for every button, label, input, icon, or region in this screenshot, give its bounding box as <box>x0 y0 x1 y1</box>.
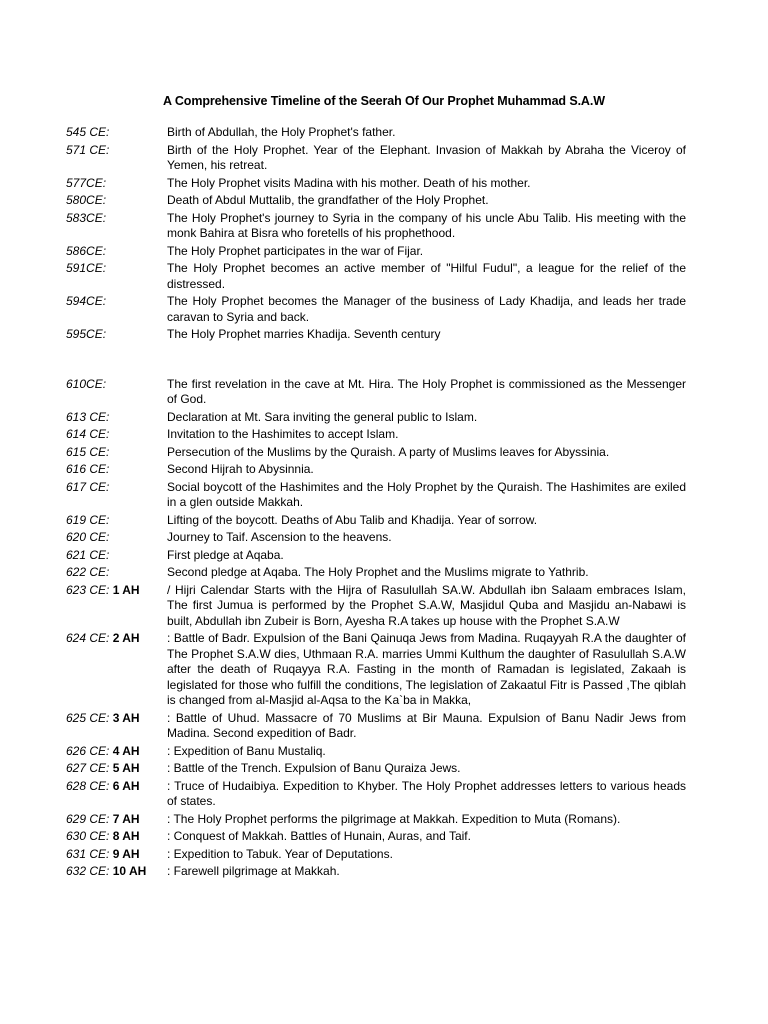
entry-description: The Holy Prophet's journey to Syria in the company of his uncle Abu Talib. His meeting with the monk Bahira at Bisra who foretells of his prophethood. <box>167 210 686 240</box>
timeline-entry <box>66 427 686 443</box>
timeline-entry <box>66 176 686 192</box>
entry-date <box>66 462 167 478</box>
entry-date <box>66 847 167 863</box>
entry-description: Birth of the Holy Prophet. Year of the Elephant. Invasion of Makkah by Abraha the Viceroy of Yemen, his retreat. <box>167 142 686 172</box>
entry-date <box>66 176 167 192</box>
timeline-entry <box>66 445 686 461</box>
entry-description: / Hijri Calendar Starts with the Hijra of Rasulullah SA.W. Abdullah ibn Salaam embraces Islam, The first Jumua is performed by the Prophet S.A.W, Masjidul Quba and Masjidu an-Nabawi is built, Abdullah ibn Zubeir is Born, Ayesha R.A takes up house with the Prophet S.A.W <box>167 582 686 628</box>
entry-description: The Holy Prophet becomes the Manager of the business of Lady Khadija, and leads her trade caravan to Syria and back. <box>167 294 686 324</box>
entry-ah-year: 3 AH <box>112 710 140 725</box>
entry-description: First pledge at Aqaba. <box>167 547 284 562</box>
entry-description: Second Hijrah to Abysinnia. <box>167 462 314 476</box>
entry-ah-year: 6 AH <box>112 778 140 793</box>
entry-date <box>66 583 167 630</box>
timeline-entry <box>66 410 686 426</box>
timeline-entry <box>66 462 686 478</box>
timeline-entry <box>66 779 686 810</box>
entry-ah-year: 10 AH <box>112 864 147 878</box>
entry-date <box>66 565 167 581</box>
entry-ce-year: 626 CE: <box>66 743 110 758</box>
entry-description: The first revelation in the cave at Mt. Hira. The Holy Prophet is commissioned as the Messenger of God. <box>167 376 686 406</box>
entry-date <box>66 410 167 426</box>
entry-ce-year: 617 CE: <box>66 479 110 494</box>
entry-description: : The Holy Prophet performs the pilgrimage at Makkah. Expedition to Muta (Romans). <box>167 811 621 826</box>
timeline-entry <box>66 631 686 709</box>
entry-ce-year: 613 CE: <box>66 409 110 424</box>
timeline-entry <box>66 513 686 529</box>
entry-ce-year: 571 CE: <box>66 142 110 157</box>
entry-ce-year: 622 CE: <box>66 565 110 579</box>
timeline-entry <box>66 143 686 174</box>
entry-date <box>66 244 167 260</box>
entry-date <box>66 377 167 408</box>
entry-description: The Holy Prophet visits Madina with his mother. Death of his mother. <box>167 175 531 190</box>
timeline-entry <box>66 530 686 546</box>
entry-ce-year: 577CE: <box>66 175 107 190</box>
document-title: A Comprehensive Timeline of the Seerah Of Our Prophet Muhammad S.A.W <box>163 94 605 108</box>
timeline-entry <box>66 812 686 828</box>
entry-ce-year: 616 CE: <box>66 462 110 476</box>
timeline-entry <box>66 711 686 742</box>
entry-ah-year: 4 AH <box>112 743 140 758</box>
entry-date <box>66 744 167 760</box>
entry-date <box>66 294 167 325</box>
timeline-entry <box>66 744 686 760</box>
entry-ce-year: 614 CE: <box>66 427 110 441</box>
entry-date <box>66 327 167 343</box>
entry-ce-year: 545 CE: <box>66 125 110 139</box>
entry-description: : Conquest of Makkah. Battles of Hunain, Auras, and Taif. <box>167 829 471 843</box>
entry-description: : Truce of Hudaibiya. Expedition to Khyber. The Holy Prophet addresses letters to various heads of states. <box>167 778 686 808</box>
entry-description: : Expedition of Banu Mustaliq. <box>167 743 326 758</box>
entry-date <box>66 513 167 529</box>
timeline-entry <box>66 211 686 242</box>
entry-description: : Expedition to Tabuk. Year of Deputations. <box>167 846 393 861</box>
timeline-entry <box>66 548 686 564</box>
timeline-entry <box>66 261 686 292</box>
entry-description: : Farewell pilgrimage at Makkah. <box>167 864 340 878</box>
entry-ce-year: 628 CE: <box>66 778 110 793</box>
timeline-list <box>66 125 686 882</box>
entry-ah-year: 2 AH <box>112 631 140 645</box>
entry-description: The Holy Prophet becomes an active member of "Hilful Fudul", a league for the relief of the distressed. <box>167 261 686 291</box>
entry-description: Declaration at Mt. Sara inviting the general public to Islam. <box>167 409 478 424</box>
entry-ce-year: 631 CE: <box>66 846 110 861</box>
timeline-entry <box>66 244 686 260</box>
entry-description: Journey to Taif. Ascension to the heavens. <box>167 530 392 544</box>
entry-ah-year: 7 AH <box>112 811 140 826</box>
entry-date <box>66 761 167 777</box>
entry-date <box>66 261 167 292</box>
entry-date <box>66 530 167 546</box>
entry-date <box>66 445 167 461</box>
entry-description: The Holy Prophet participates in the war of Fijar. <box>167 243 424 258</box>
entry-ce-year: 586CE: <box>66 243 107 258</box>
timeline-entry <box>66 761 686 777</box>
entry-ce-year: 594CE: <box>66 294 107 308</box>
timeline-entry <box>66 327 686 343</box>
entry-date <box>66 711 167 742</box>
entry-ce-year: 625 CE: <box>66 710 110 725</box>
entry-date <box>66 864 167 880</box>
entry-date <box>66 193 167 209</box>
entry-description: Death of Abdul Muttalib, the grandfather of the Holy Prophet. <box>167 193 489 207</box>
timeline-entry <box>66 583 686 630</box>
entry-date <box>66 548 167 564</box>
entry-date <box>66 125 167 141</box>
entry-ce-year: 580CE: <box>66 193 107 207</box>
timeline-entry <box>66 377 686 408</box>
timeline-entry <box>66 480 686 511</box>
entry-date <box>66 779 167 810</box>
entry-date <box>66 211 167 242</box>
entry-description: : Battle of the Trench. Expulsion of Banu Quraiza Jews. <box>167 761 461 775</box>
timeline-entry <box>66 565 686 581</box>
entry-ce-year: 624 CE: <box>66 631 110 645</box>
entry-ce-year: 630 CE: <box>66 829 110 843</box>
entry-date <box>66 829 167 845</box>
entry-date <box>66 143 167 174</box>
entry-description: Invitation to the Hashimites to accept Islam. <box>167 427 399 441</box>
entry-ah-year: 9 AH <box>112 846 140 861</box>
entry-ah-year: 8 AH <box>112 829 140 843</box>
entry-ce-year: 595CE: <box>66 327 107 341</box>
entry-description: Second pledge at Aqaba. The Holy Prophet and the Muslims migrate to Yathrib. <box>167 565 589 579</box>
timeline-entry <box>66 864 686 880</box>
timeline-entry <box>66 193 686 209</box>
entry-ce-year: 583CE: <box>66 210 107 225</box>
entry-ce-year: 591CE: <box>66 261 107 275</box>
entry-ce-year: 620 CE: <box>66 530 110 544</box>
entry-description: : Battle of Badr. Expulsion of the Bani Qainuqa Jews from Madina. Ruqayyah R.A the daughter of The Prophet S.A.W dies, Uthmaan R.A. marries Ummi Kulthum the daughter of Rasulullah S.A.W after the death of Ruqayya R.A. Fasting in the month of Ramadan is legislated, Zakaah is legislated for those who fulfill the conditions, The legislation of Zakaatul Fitr is Passed ,The qiblah is changed from al-Masjid al-Aqsa to the Ka`ba in Makka, <box>167 631 686 707</box>
entry-ce-year: 615 CE: <box>66 444 110 459</box>
entry-ce-year: 610CE: <box>66 376 107 391</box>
entry-date <box>66 812 167 828</box>
timeline-entry <box>66 847 686 863</box>
entry-ah-year: 5 AH <box>112 761 140 775</box>
entry-ce-year: 627 CE: <box>66 761 110 775</box>
entry-ce-year: 629 CE: <box>66 811 110 826</box>
entry-description: Persecution of the Muslims by the Quraish. A party of Muslims leaves for Abyssinia. <box>167 444 610 459</box>
entry-ce-year: 621 CE: <box>66 547 110 562</box>
entry-ce-year: 619 CE: <box>66 512 110 527</box>
entry-description: Birth of Abdullah, the Holy Prophet's father. <box>167 125 396 139</box>
entry-description: The Holy Prophet marries Khadija. Seventh century <box>167 327 441 341</box>
timeline-entry <box>66 294 686 325</box>
timeline-entry <box>66 125 686 141</box>
entry-date <box>66 631 167 709</box>
entry-description: Lifting of the boycott. Deaths of Abu Talib and Khadija. Year of sorrow. <box>167 512 538 527</box>
entry-date <box>66 480 167 511</box>
entry-ah-year: 1 AH <box>112 582 140 597</box>
entry-description: Social boycott of the Hashimites and the Holy Prophet by the Quraish. The Hashimites are exiled in a glen outside Makkah. <box>167 479 686 509</box>
timeline-entry <box>66 829 686 845</box>
entry-description: : Battle of Uhud. Massacre of 70 Muslims at Bir Mauna. Expulsion of Banu Nadir Jews from Madina. Second expedition of Badr. <box>167 710 686 740</box>
entry-ce-year: 623 CE: <box>66 582 110 597</box>
entry-date <box>66 427 167 443</box>
entry-ce-year: 632 CE: <box>66 864 110 878</box>
